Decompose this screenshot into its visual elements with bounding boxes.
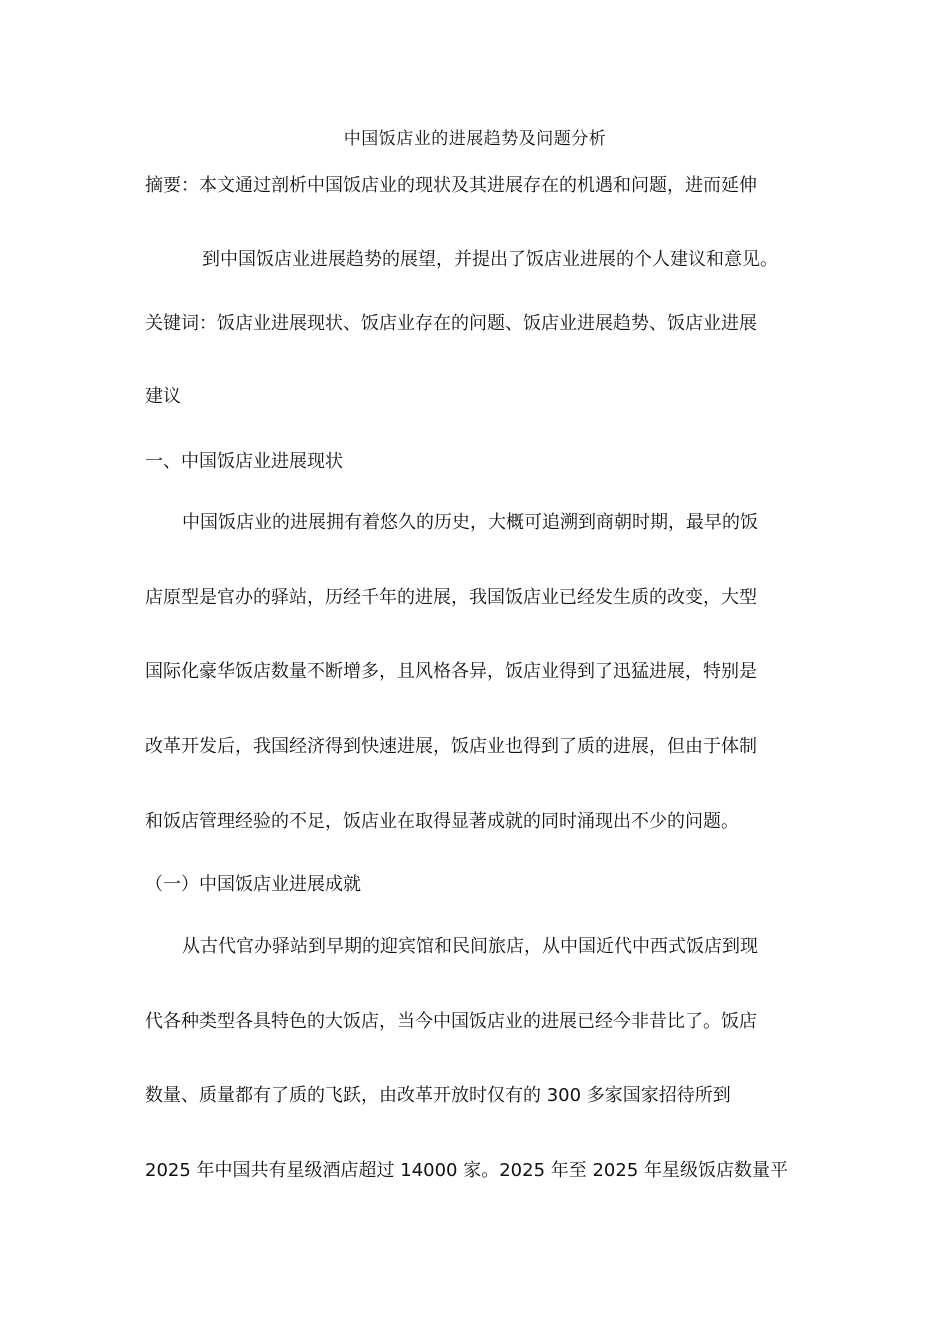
keywords-line-1: 关键词：饭店业进展现状、饭店业存在的问题、饭店业进展趋势、饭店业进展 <box>145 313 757 334</box>
keywords-line-2: 建议 <box>145 386 181 407</box>
abstract-line-1: 摘要：本文通过剖析中国饭店业的现状及其进展存在的机遇和问题，进而延伸 <box>145 175 757 196</box>
paragraph-line: 和饭店管理经验的不足，饭店业在取得显著成就的同时涌现出不少的问题。 <box>145 811 739 832</box>
paragraph-line: 店原型是官办的驿站，历经千年的进展，我国饭店业已经发生质的改变，大型 <box>145 587 757 608</box>
paragraph-line: 国际化豪华饭店数量不断增多，且风格各异，饭店业得到了迅猛进展，特别是 <box>145 661 757 682</box>
subsection-heading-1: （一）中国饭店业进展成就 <box>145 874 361 895</box>
document-title: 中国饭店业的进展趋势及问题分析 <box>343 129 607 149</box>
paragraph-line: 从古代官办驿站到早期的迎宾馆和民间旅店，从中国近代中西式饭店到现 <box>182 936 758 957</box>
paragraph-line: 代各种类型各具特色的大饭店，当今中国饭店业的进展已经今非昔比了。饭店 <box>145 1011 757 1032</box>
section-heading-1: 一、中国饭店业进展现状 <box>145 451 343 472</box>
paragraph-line: 2025 年中国共有星级酒店超过 14000 家。2025 年至 2025 年星级饭店数量平 <box>145 1160 789 1181</box>
paragraph-line: 中国饭店业的进展拥有着悠久的历史，大概可追溯到商朝时期，最早的饭 <box>182 512 758 533</box>
paragraph-line: 改革开发后，我国经济得到快速进展，饭店业也得到了质的进展，但由于体制 <box>145 736 757 757</box>
paragraph-line: 数量、质量都有了质的飞跃，由改革开放时仅有的 300 多家国家招待所到 <box>145 1085 731 1106</box>
abstract-line-2: 到中国饭店业进展趋势的展望，并提出了饭店业进展的个人建议和意见。 <box>202 249 778 270</box>
